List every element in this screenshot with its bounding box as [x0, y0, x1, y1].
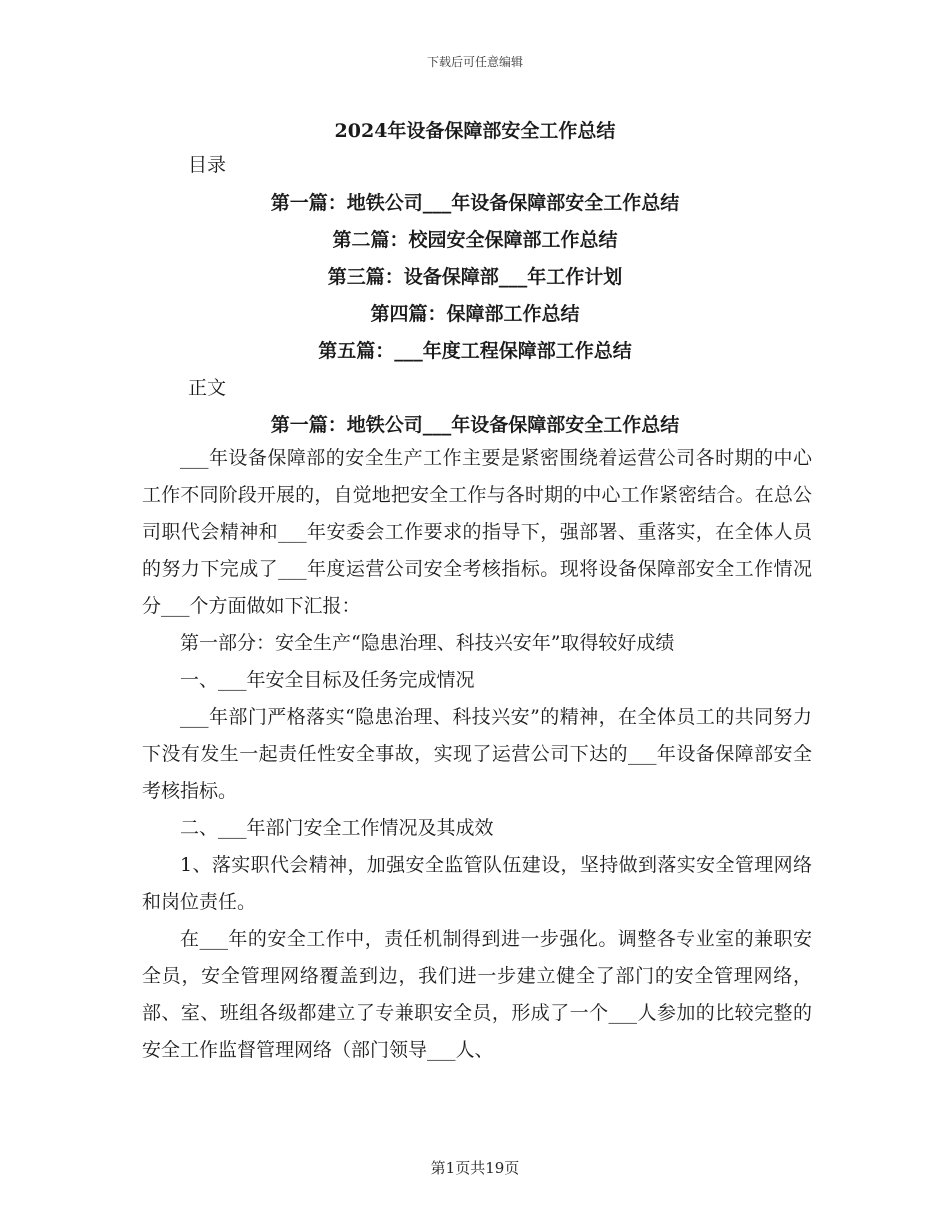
toc-entry-5[interactable]: 第五篇：___年度工程保障部工作总结	[318, 340, 632, 362]
paragraph-heading-two: 二、___年部门安全工作情况及其成效	[180, 817, 494, 839]
document-title: 2024年设备保障部安全工作总结	[334, 120, 616, 142]
toc-label: 目录	[188, 154, 227, 176]
paragraph-item-one: 1、落实职代会精神，加强安全监管队伍建设，坚持做到落实安全管理网络和岗位责任。	[142, 854, 812, 913]
toc-entry-3[interactable]: 第三篇：设备保障部___年工作计划	[327, 266, 623, 288]
toc-entry-2[interactable]: 第二篇：校园安全保障部工作总结	[332, 229, 618, 251]
body-label: 正文	[188, 377, 227, 399]
toc-entry-1[interactable]: 第一篇：地铁公司___年设备保障部安全工作总结	[270, 192, 680, 214]
document-body	[142, 440, 812, 1069]
paragraph-part-one-heading: 第一部分：安全生产“隐患治理、科技兴安年”取得较好成绩	[180, 632, 675, 654]
page-footer-page-info: 第1页共19页	[430, 1159, 520, 1177]
toc-entry-4[interactable]: 第四篇：保障部工作总结	[370, 303, 580, 325]
paragraph-intro: ___年设备保障部的安全生产工作主要是紧密围绕着运营公司各时期的中心工作不同阶段开展的，自觉地把安全工作与各时期的中心工作紧密结合。在总公司职代会精神和___年安委会工作要求的指导下，强部署、重落实，在全体人员的努力下完成了___年度运营公司安全考核指标。现将设备保障部安全工作情况分___个方面做如下汇报：	[142, 447, 812, 617]
section-title: 第一篇：地铁公司___年设备保障部安全工作总结	[270, 414, 680, 436]
paragraph-goals: ___年部门严格落实“隐患治理、科技兴安”的精神，在全体员工的共同努力下没有发生一起责任性安全事故，实现了运营公司下达的___年设备保障部安全考核指标。	[142, 706, 812, 802]
paragraph-responsibility: 在___年的安全工作中，责任机制得到进一步强化。调整各专业室的兼职安全员，安全管理网络覆盖到边，我们进一步建立健全了部门的安全管理网络，部、室、班组各级都建立了专兼职安全员，形成了一个___人参加的比较完整的安全工作监督管理网络（部门领导___人、	[142, 928, 812, 1061]
paragraph-heading-one: 一、___年安全目标及任务完成情况	[180, 669, 475, 691]
page-header-note: 下载后可任意编辑	[426, 55, 523, 69]
